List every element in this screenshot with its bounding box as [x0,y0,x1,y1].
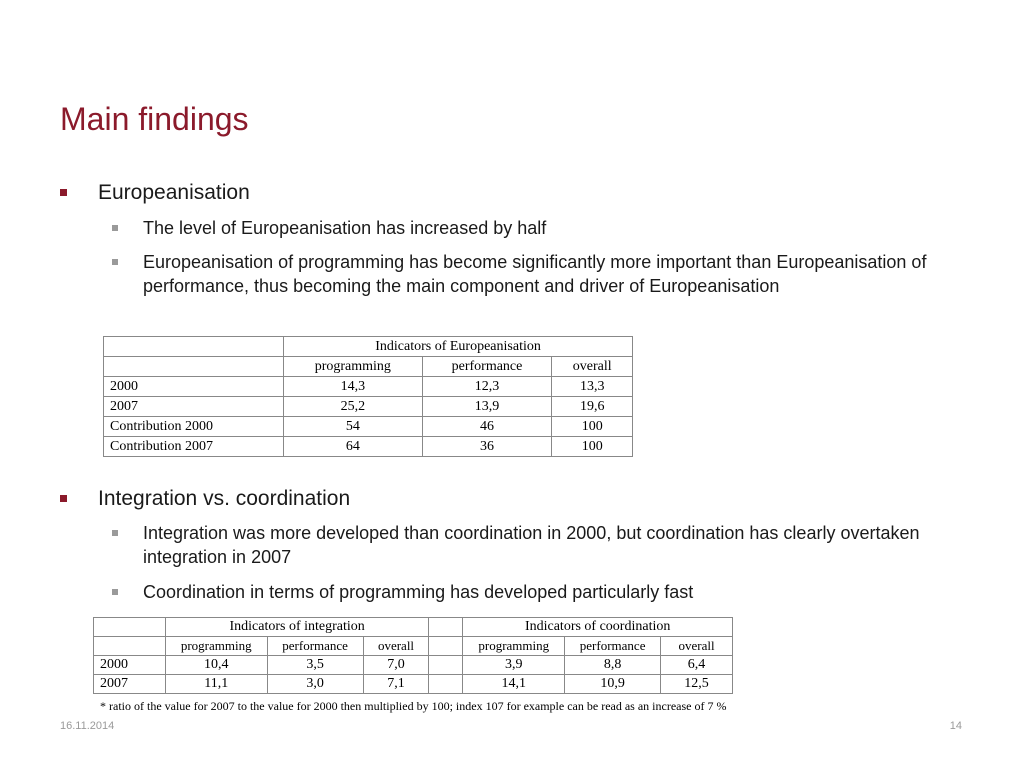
table-row [94,675,733,694]
table-column-header: performance [422,357,552,377]
table-cell: 64 [284,437,422,457]
table-row [104,417,633,437]
integration-coordination-table [93,617,733,694]
table-spacer-cell [429,675,463,694]
table-cell: 10,9 [565,675,661,694]
sub-bullet-text: Europeanisation of programming has become significantly more important than Europeanisation of performance, thus becoming the main component and driver of Europeanisation [143,252,927,296]
table-row [104,437,633,457]
table-cell: 6,4 [661,656,733,675]
table-row [104,397,633,417]
square-bullet-icon [112,530,118,536]
table-cell: 8,8 [565,656,661,675]
table-cell: 7,1 [363,675,429,694]
square-bullet-icon [112,589,118,595]
table-cell: 13,9 [422,397,552,417]
page-number: 14 [949,720,962,732]
table-cell: 11,1 [165,675,267,694]
table-column-header: performance [267,637,363,656]
sub-bullet-text: Coordination in terms of programming has developed particularly fast [143,582,694,602]
bullet-heading: Europeanisation [98,181,250,204]
table-header-row [104,357,633,377]
table-header-row [94,637,733,656]
table-column-header: programming [463,637,565,656]
table-column-header: performance [565,637,661,656]
row-label: 2007 [94,675,166,694]
table-cell: 46 [422,417,552,437]
table-cell: 13,3 [552,377,633,397]
table-column-header: programming [165,637,267,656]
table-group-header: Indicators of coordination [463,618,733,637]
row-label: 2007 [104,397,284,417]
table-cell: 100 [552,417,633,437]
table-cell: 14,1 [463,675,565,694]
table-cell: 3,5 [267,656,363,675]
slide-title: Main findings [60,101,249,137]
table-header-row [94,618,733,637]
sub-bullet-text: Integration was more developed than coordination in 2000, but coordination has clearly overtaken integration in 2007 [143,523,920,567]
footnote: * ratio of the value for 2007 to the value for 2000 then multiplied by 100; index 107 for example can be read as an increase of 7 % [100,699,727,713]
table-row [94,656,733,675]
table-cell: 3,0 [267,675,363,694]
table-cell [104,357,284,377]
table-row [104,377,633,397]
table-spacer-cell [429,618,463,637]
table-cell: 12,3 [422,377,552,397]
table-cell: 14,3 [284,377,422,397]
table-group-header: Indicators of Europeanisation [284,337,633,357]
table-column-header: overall [552,357,633,377]
table-cell: 3,9 [463,656,565,675]
table-cell: 19,6 [552,397,633,417]
square-bullet-icon [60,495,67,502]
table-spacer-cell [429,656,463,675]
row-label: Contribution 2007 [104,437,284,457]
table-header-row [104,337,633,357]
table-column-header: overall [363,637,429,656]
table-cell: 100 [552,437,633,457]
europeanisation-table [103,336,633,457]
table-spacer-cell [429,637,463,656]
table-cell [104,337,284,357]
row-label: Contribution 2000 [104,417,284,437]
table-cell: 10,4 [165,656,267,675]
table-cell: 7,0 [363,656,429,675]
sub-bullet-text: The level of Europeanisation has increased by half [143,218,547,238]
table-cell: 25,2 [284,397,422,417]
row-label: 2000 [94,656,166,675]
square-bullet-icon [112,225,118,231]
table-cell [94,618,166,637]
table-cell: 12,5 [661,675,733,694]
square-bullet-icon [112,259,118,265]
table-cell: 36 [422,437,552,457]
footer-date: 16.11.2014 [60,720,115,732]
table-cell: 54 [284,417,422,437]
table-group-header: Indicators of integration [165,618,429,637]
square-bullet-icon [60,189,67,196]
table-cell [94,637,166,656]
table-column-header: programming [284,357,422,377]
row-label: 2000 [104,377,284,397]
table-column-header: overall [661,637,733,656]
bullet-heading: Integration vs. coordination [98,487,351,510]
